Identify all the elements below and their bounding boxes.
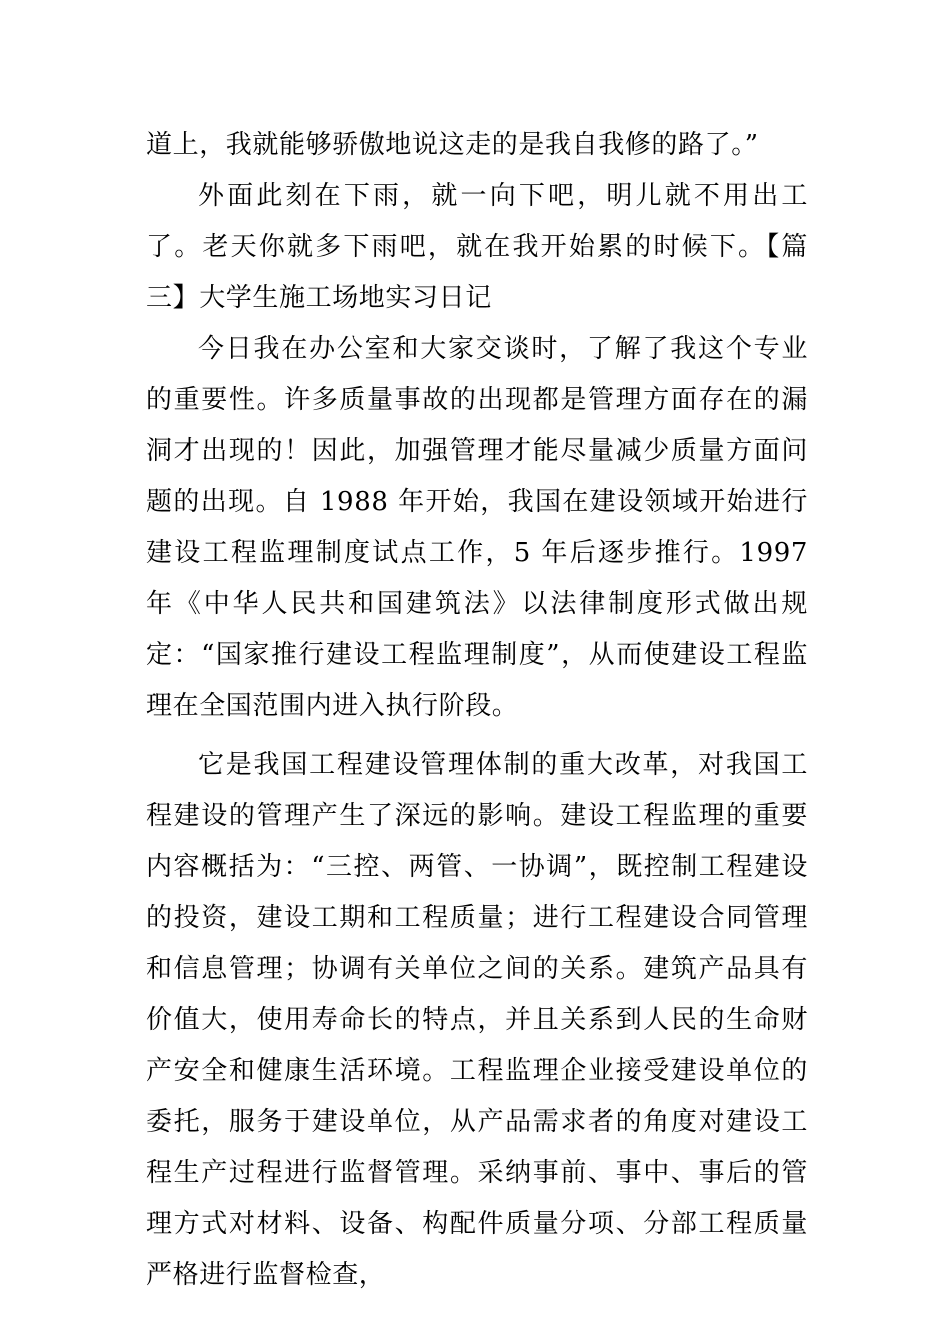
paragraph-supervision-reform: 它是我国工程建设管理体制的重大改革，对我国工程建设的管理产生了深远的影响。建设工程监理的重要内容概括为：“三控、两管、一协调”，既控制工程建设的投资，建设工期和工程质量；进行工程建设合同管理和信息管理；协调有关单位之间的关系。建筑产品具有价值大，使用寿命长的特点，并且关系到人民的生命财产安全和健康生活环境。工程监理企业接受建设单位的委托，服务于建设单位，从产品需求者的角度对建设工程生产过程进行监督管理。采纳事前、事中、事后的管理方式对材料、设备、构配件质量分项、分部工程质量严格进行监督检查， bbox=[146, 750, 808, 1290]
paragraph-rain: 外面此刻在下雨，就一向下吧，明儿就不用出工了。老天你就多下雨吧，就在我开始累的时候下。【篇三】大学生施工场地实习日记 bbox=[146, 181, 808, 313]
paragraph-spacer bbox=[146, 732, 808, 740]
paragraph-office-talk: 今日我在办公室和大家交谈时，了解了我这个专业的重要性。许多质量事故的出现都是管理方面存在的漏洞才出现的！因此，加强管理才能尽量减少质量方面问题的出现。自 1988 年开始，我国在建设领域开始进行建设工程监理制度试点工作，5 年后逐步推行。1997 年《中华人民共和国建筑法》以法律制度形式做出规定：“国家推行建设工程监理制度”，从而使建设工程监理在全国范围内进入执行阶段。 bbox=[146, 334, 808, 721]
document-body bbox=[146, 120, 808, 1301]
paragraph-continuation: 道上，我就能够骄傲地说这走的是我自我修的路了。” bbox=[146, 130, 759, 160]
